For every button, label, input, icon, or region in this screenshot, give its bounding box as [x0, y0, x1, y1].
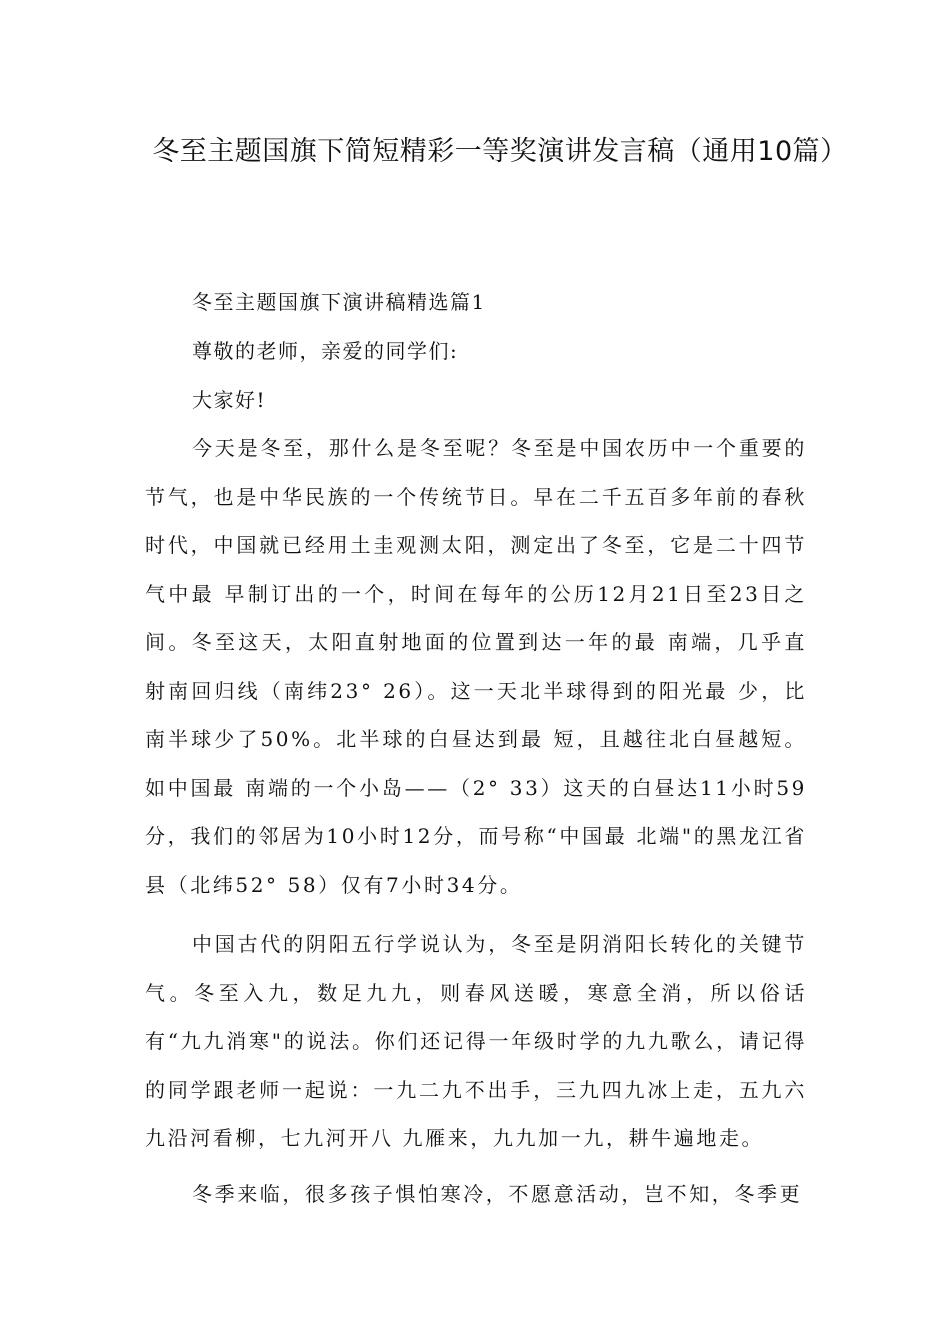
paragraph-2-block: [145, 920, 807, 1163]
document-title: 冬至主题国旗下简短精彩一等奖演讲发言稿（通用10篇）: [152, 136, 848, 167]
salutation: 尊敬的老师，亲爱的同学们:: [192, 339, 459, 363]
paragraph-1: 今天是冬至，那什么是冬至呢？冬至是中国农历中一个重要的节气，也是中华民族的一个传统节日。早在二千五百多年前的春秋时代，中国就已经用土圭观测太阳，测定出了冬至，它是二十四节气中最 早制订出的一个，时间在每年的公历12月21日至23日之间。冬至这天，太阳直射地面的位置到达一年的最 南端，几乎直射南回归线（南纬23° 26）。这一天北半球得到的阳光最 少，比南半球少了50%。北半球的白昼达到最 短，且越往北白昼越短。如中国最 南端的一个小岛——（2° 33）这天的白昼达11小时59分，我们的邻居为10小时12分，而号称“中国最 北端"的黑龙江省县（北纬52° 58）仅有7小时34分。: [145, 436, 807, 897]
paragraph-3-block: [145, 1170, 807, 1219]
paragraph-3: 冬季来临，很多孩子惧怕寒冷，不愿意活动，岂不知，冬季更: [192, 1182, 803, 1206]
greeting: 大家好!: [192, 388, 267, 412]
paragraph-2: 中国古代的阴阳五行学说认为，冬至是阴消阳长转化的关键节气。冬至入九，数足九九，则春风送暖，寒意全消，所以俗话有“九九消寒"的说法。你们还记得一年级时学的九九歌么，请记得的同学跟老师一起说：一九二九不出手，三九四九冰上走，五九六九沿河看柳，七九河开八 九雁来，九九加一九，耕牛遍地走。: [145, 932, 807, 1150]
section-heading: 冬至主题国旗下演讲稿精选篇1: [192, 290, 486, 314]
paragraph-1-block: [145, 424, 807, 909]
